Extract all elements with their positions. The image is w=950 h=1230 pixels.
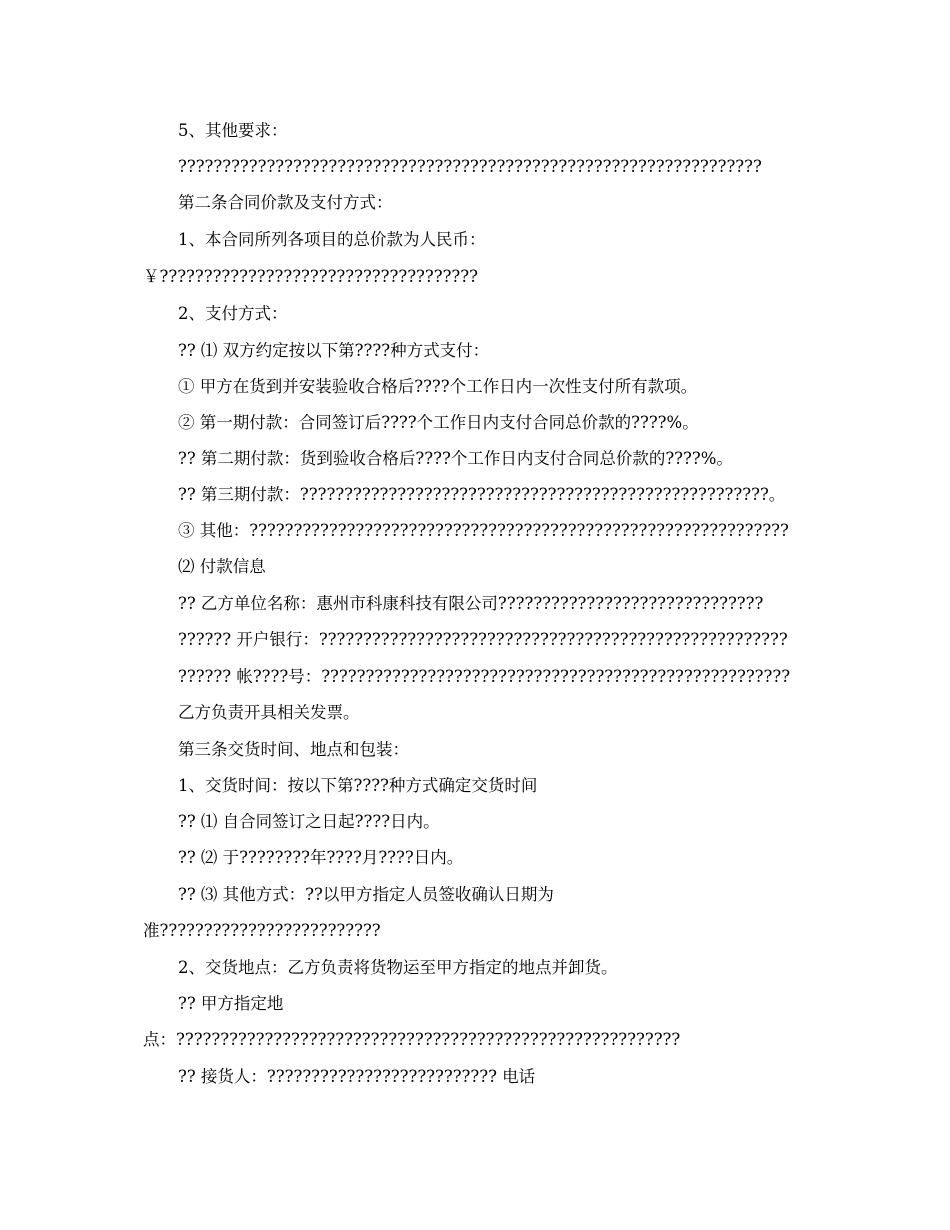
- payment-option-3: ③ 其他：?????????????????????????????????????????????????????????????: [178, 521, 789, 540]
- article-2-heading: 第二条合同价款及支付方式：: [178, 193, 393, 212]
- delivery-time-option-3-cont: 准?????????????????????????: [143, 921, 381, 940]
- payment-phase-2: ?? 第二期付款：货到验收合格后????个工作日内支付合同总价款的????%。: [178, 449, 733, 468]
- total-price-amount: ￥????????????????????????????????????: [143, 267, 478, 286]
- payment-info-heading: ⑵ 付款信息: [178, 557, 266, 576]
- delivery-time-heading: 1、交货时间：按以下第????种方式确定交货时间: [178, 776, 538, 795]
- placeholder-line: ??????????????????????????????????????????????????????????????????: [178, 157, 762, 176]
- payment-option-1: ① 甲方在货到并安装验收合格后????个工作日内一次性支付所有款项。: [178, 377, 698, 396]
- delivery-time-option-1: ?? ⑴ 自合同签订之日起????日内。: [178, 812, 440, 831]
- invoice-note: 乙方负责开具相关发票。: [178, 703, 360, 722]
- designated-location-label: ?? 甲方指定地: [178, 994, 284, 1013]
- payment-phase-3: ?? 第三期付款：?????????????????????????????????????????????????????。: [178, 485, 786, 504]
- delivery-location: 2、交货地点：乙方负责将货物运至甲方指定的地点并卸货。: [178, 958, 618, 977]
- payment-option-2: ② 第一期付款：合同签订后????个工作日内支付合同总价款的????%。: [178, 413, 699, 432]
- payment-option-intro: ?? ⑴ 双方约定按以下第????种方式支付：: [178, 341, 490, 360]
- delivery-time-option-3: ?? ⑶ 其他方式：??以甲方指定人员签收确认日期为: [178, 885, 554, 904]
- total-price-line: 1、本合同所列各项目的总价款为人民币：: [178, 230, 486, 249]
- payee-account: ?????? 帐????号：?????????????????????????????????????????????????????: [178, 667, 791, 686]
- payee-company: ?? 乙方单位名称：惠州市科康科技有限公司??????????????????????????????: [178, 594, 764, 613]
- payment-method-heading: 2、支付方式：: [178, 304, 288, 323]
- receiver-line: ?? 接货人：?????????????????????????? 电话: [178, 1067, 536, 1086]
- payee-bank: ?????? 开户银行：?????????????????????????????????????????????????????: [178, 630, 788, 649]
- article-3-heading: 第三条交货时间、地点和包装：: [178, 740, 409, 759]
- designated-location-value: 点：?????????????????????????????????????????????????????????: [143, 1030, 681, 1049]
- clause-other-requirements: 5、其他要求：: [178, 121, 288, 140]
- delivery-time-option-2: ?? ⑵ 于????????年????月????日内。: [178, 848, 464, 867]
